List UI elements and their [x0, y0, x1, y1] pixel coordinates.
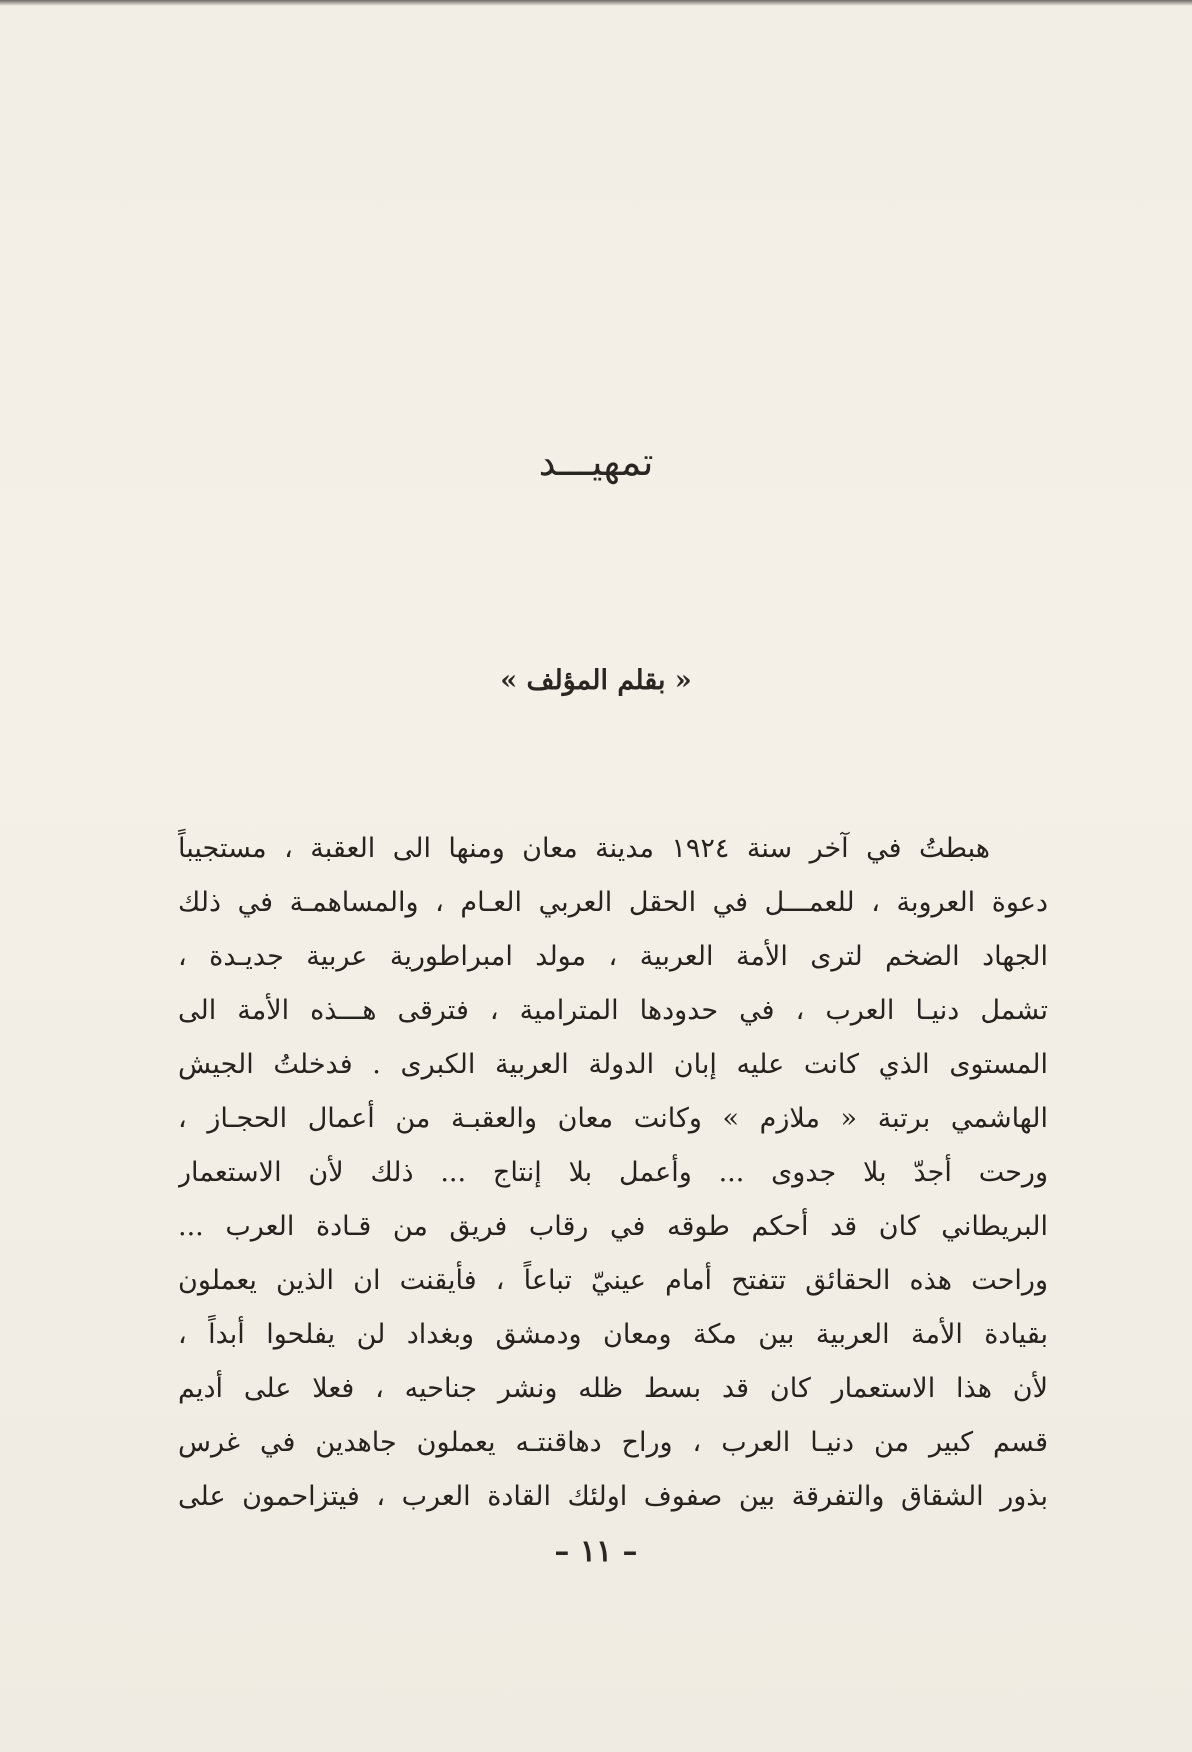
text-line: قسم كبير من دنيـا العرب ، وراح دهاقنتـه يعملون جاهدين في غرس [178, 1427, 1048, 1458]
text-line: المستوى الذي كانت عليه إبان الدولة العربية الكبرى . فدخلتُ الجيش [178, 1049, 1048, 1080]
text-line: بذور الشقاق والتفرقة بين صفوف اولئك القادة العرب ، فيتزاحمون على [178, 1481, 1048, 1512]
text-line: الجهاد الضخم لترى الأمة العربية ، مولد امبراطورية عربية جديـدة ، [178, 941, 1048, 972]
chapter-title: تمهيـــد [538, 440, 654, 484]
text-line: ورحت أجدّ بلا جدوى ... وأعمل بلا إنتاج ... ذلك لأن الاستعمار [178, 1157, 1048, 1188]
text-line: بقيادة الأمة العربية بين مكة ومعان ودمشق وبغداد لن يفلحوا أبداً ، [178, 1319, 1048, 1350]
page-number: – ١١ – [554, 1534, 638, 1569]
page-top-edge-shadow [0, 0, 1192, 6]
text-line: دعوة العروبة ، للعمـــل في الحقل العربي العـام ، والمساهمـة في ذلك [178, 887, 1048, 918]
text-line: لأن هذا الاستعمار كان قد بسط ظله ونشر جناحيه ، فعلا على أديم [178, 1373, 1048, 1404]
chapter-subtitle: « بقلم المؤلف » [500, 665, 692, 696]
text-line: الهاشمي برتبة « ملازم » وكانت معان والعقبـة من أعمال الحجـاز ، [178, 1103, 1048, 1134]
text-line: البريطاني كان قد أحكم طوقه في رقاب فريق من قـادة العرب ... [178, 1211, 1048, 1242]
text-line: وراحت هذه الحقائق تتفتح أمام عينيّ تباعاً ، فأيقنت ان الذين يعملون [178, 1265, 1048, 1296]
body-paragraph [178, 822, 1048, 1524]
text-line: هبطتُ في آخر سنة ١٩٢٤ مدينة معان ومنها الى العقبة ، مستجيباً [178, 833, 991, 864]
text-line: تشمل دنيـا العرب ، في حدودها المترامية ، فترقى هـــذه الأمة الى [178, 995, 1048, 1026]
